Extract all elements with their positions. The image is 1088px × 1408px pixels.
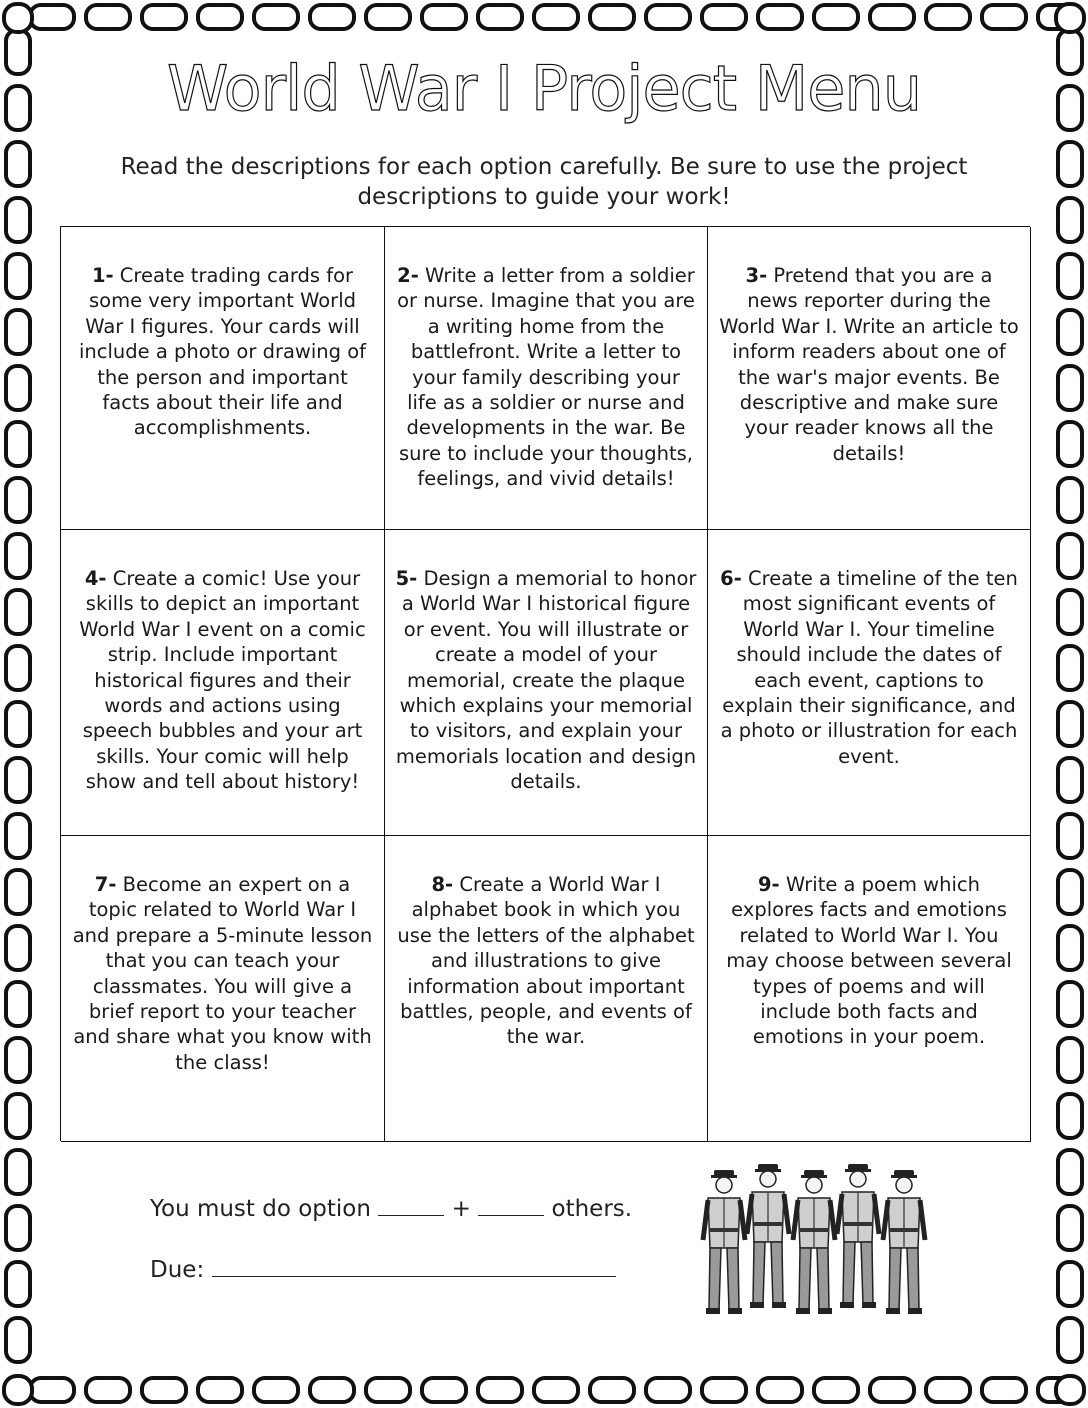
option-number: 3- xyxy=(745,264,768,287)
page-title: World War I Project Menu xyxy=(167,52,921,125)
option-text: Pretend that you are a news reporter during the World War I. Write an article to inform readers about one of the war's major events. Be descriptive and make sure your reader knows all the details! xyxy=(719,264,1019,465)
plus-sign: + xyxy=(451,1196,471,1222)
option-number: 1- xyxy=(91,264,114,287)
option-number: 2- xyxy=(397,264,419,287)
soldiers-illustration-icon xyxy=(700,1158,932,1320)
option-1 xyxy=(61,227,385,530)
option-8 xyxy=(385,836,708,1142)
option-4 xyxy=(61,530,385,836)
option-number: 6- xyxy=(720,567,742,590)
options-grid xyxy=(60,226,1030,1141)
due-date-blank[interactable] xyxy=(212,1258,616,1277)
option-5 xyxy=(385,530,708,836)
option-text: Write a letter from a soldier or nurse. Imagine that you are a writing home from the battlefront. Write a letter to your family describing your life as a soldier or nurse and developments in the war. Be sure to include your thoughts, feelings, and vivid details! xyxy=(397,264,695,491)
option-text: Become an expert on a topic related to World War I and prepare a 5-minute lesson that you can teach your classmates. You will give a brief report to your teacher and share what you know with the class! xyxy=(72,873,373,1074)
option-number: 5- xyxy=(395,567,418,590)
required-options-line xyxy=(150,1196,632,1222)
due-date-line xyxy=(150,1257,616,1283)
option-2 xyxy=(385,227,708,530)
option-number: 8- xyxy=(431,873,454,896)
option-9 xyxy=(708,836,1031,1142)
option-number: 9- xyxy=(757,873,780,896)
option-text: Create trading cards for some very important World War I figures. Your cards will include a photo or drawing of the person and important facts about their life and accomplishments. xyxy=(78,264,367,440)
option-7 xyxy=(61,836,385,1142)
others-label: others. xyxy=(551,1196,633,1222)
option-6 xyxy=(708,530,1031,836)
option-3 xyxy=(708,227,1031,530)
option-text: Create a timeline of the ten most significant events of World War I. Your timeline should include the dates of each event, captions to explain their significance, and a photo or illustration for each event. xyxy=(720,567,1018,768)
option-text: Create a comic! Use your skills to depict an important World War I event on a comic strip. Include important historical figures and their words and actions using speech bubbles and your art skills. Your comic will help show and tell about history! xyxy=(79,567,366,794)
instructions-text: Read the descriptions for each option carefully. Be sure to use the project descriptions to guide your work! xyxy=(120,154,968,210)
option-text: Design a memorial to honor a World War I historical figure or event. You will illustrate or create a model of your memorial, create the plaque which explains your memorial to visitors, and explain your memorials location and design details. xyxy=(395,567,697,794)
option-text: Create a World War I alphabet book in which you use the letters of the alphabet and illustrations to give information about important battles, people, and events of the war. xyxy=(397,873,695,1049)
due-label: Due: xyxy=(150,1257,205,1283)
required-option-blank[interactable] xyxy=(378,1197,444,1216)
option-number: 7- xyxy=(94,873,117,896)
option-number: 4- xyxy=(84,567,107,590)
must-do-label: You must do option xyxy=(150,1196,371,1222)
option-text: Write a poem which explores facts and emotions related to World War I. You may choose between several types of poems and will include both facts and emotions in your poem. xyxy=(726,873,1012,1049)
others-count-blank[interactable] xyxy=(478,1197,544,1216)
